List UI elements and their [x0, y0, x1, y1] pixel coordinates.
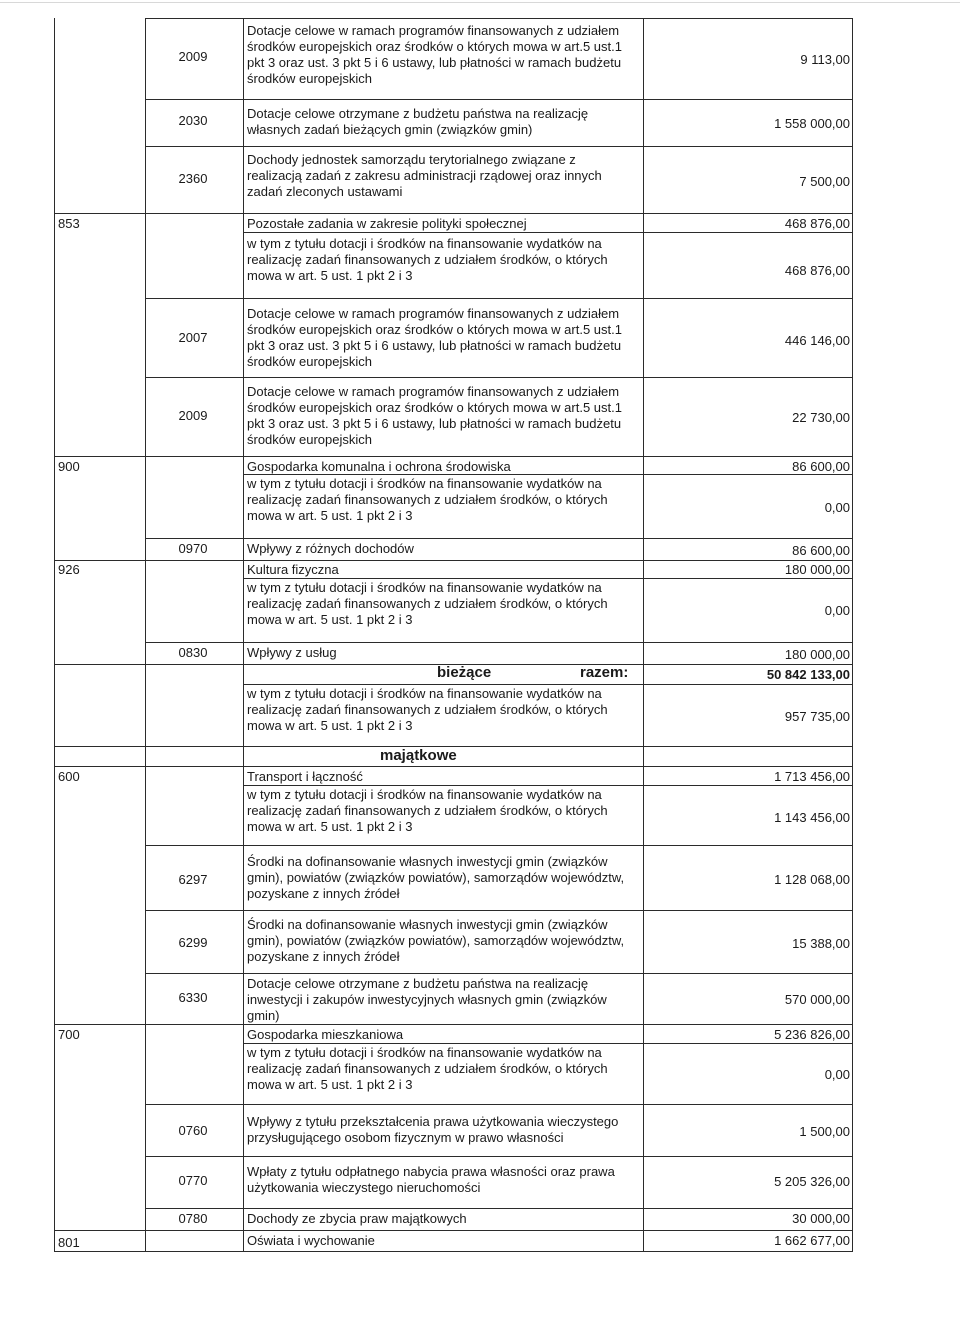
row-description: Wpływy z różnych dochodów [247, 541, 414, 556]
row-amount: 22 730,00 [792, 410, 850, 425]
row-amount: 30 000,00 [792, 1211, 850, 1226]
row-sep [54, 1251, 853, 1252]
row-sep [243, 785, 853, 786]
summary-note-amount: 957 735,00 [784, 709, 850, 724]
row-description: Wpływy z tytułu przekształcenia prawa użytkowania wieczystego przysługującego osobom fizycznym w prawo własności [247, 1114, 619, 1145]
row-description: Wpłaty z tytułu odpłatnego nabycia prawa własności oraz prawa użytkowania wieczystego nieruchomości [247, 1164, 615, 1195]
row-sep [145, 99, 853, 100]
row-description: Gospodarka komunalna i ochrona środowiska [247, 459, 511, 474]
row-amount: 446 146,00 [784, 333, 850, 348]
grid-dzial-right [145, 18, 146, 1252]
row-amount: 1 128 068,00 [774, 872, 850, 887]
row-sep [243, 1043, 853, 1044]
row-amount: 9 113,00 [800, 52, 850, 67]
row-sep [54, 560, 853, 561]
row-note: w tym z tytułu dotacji i środków na finansowanie wydatków na realizację zadań finansowanych z udziałem środków, o których mowa w art. 5 ust. 1 pkt 2 i 3 [247, 580, 608, 627]
row-note: w tym z tytułu dotacji i środków na finansowanie wydatków na realizację zadań finansowanych z udziałem środków, o których mowa w art. 5 ust. 1 pkt 2 i 3 [247, 1045, 608, 1092]
grid-right-outer [852, 18, 853, 1252]
row-amount: 1 662 677,00 [774, 1233, 850, 1248]
row-amount: 5 236 826,00 [774, 1027, 850, 1042]
row-description: Gospodarka mieszkaniowa [247, 1027, 404, 1042]
grid-left-outer [54, 18, 55, 1252]
row-amount: 86 600,00 [792, 543, 850, 558]
row-description: Dotacje celowe w ramach programów finansowanych z udziałem środków europejskich oraz środków o których mowa w art.5 ust.1 pkt 3 oraz ust. 3 pkt 5 i 6 ustawy, lub płatności w ramach budżetu środków europejskich [247, 384, 622, 447]
row-sep [145, 1208, 853, 1209]
row-amount: 1 713 456,00 [774, 769, 850, 784]
row-amount: 0,00 [824, 603, 850, 618]
summary-label-right: razem: [580, 664, 629, 681]
summary-note: w tym z tytułu dotacji i środków na finansowanie wydatków na realizację zadań finansowanych z udziałem środków, o których mowa w art. 5 ust. 1 pkt 2 i 3 [247, 686, 608, 733]
paragraf-code: 0780 [178, 1211, 208, 1226]
row-sep [54, 1024, 853, 1025]
row-sep [243, 232, 853, 233]
row-description: Środki na dofinansowanie własnych inwestycji gmin (związków gmin), powiatów (związków powiatów), samorządów województw, pozyskane z innych źródeł [247, 854, 625, 901]
row-note: w tym z tytułu dotacji i środków na finansowanie wydatków na realizację zadań finansowanych z udziałem środków, o których mowa w art. 5 ust. 1 pkt 2 i 3 [247, 476, 608, 523]
row-amount: 7 500,00 [799, 174, 850, 189]
row-amount: 0,00 [824, 1067, 850, 1082]
row-amount: 1 500,00 [799, 1124, 850, 1139]
row-amount: 15 388,00 [792, 936, 850, 951]
row-sep [145, 298, 853, 299]
row-sep [54, 456, 853, 457]
row-description: Kultura fizyczna [247, 562, 339, 577]
row-sep [243, 684, 853, 685]
row-description: Wpływy z usług [247, 645, 337, 660]
row-description: Dochody ze zbycia praw majątkowych [247, 1211, 467, 1226]
row-description: Oświata i wychowanie [247, 1233, 375, 1248]
paragraf-code: 2030 [178, 113, 208, 128]
row-sep [145, 845, 853, 846]
dzial-code: 600 [58, 769, 80, 784]
row-sep [54, 766, 853, 767]
paragraf-code: 2360 [178, 171, 208, 186]
paragraf-code: 2007 [178, 330, 208, 345]
row-amount: 86 600,00 [792, 459, 850, 474]
row-sep [145, 1104, 853, 1105]
section-title: majątkowe [380, 747, 457, 764]
row-sep [145, 538, 853, 539]
row-sep [145, 146, 853, 147]
dzial-code: 926 [58, 562, 80, 577]
row-sep [54, 213, 853, 214]
row-sep [145, 642, 853, 643]
row-amount: 570 000,00 [784, 992, 850, 1007]
row-amount: 1 558 000,00 [774, 116, 850, 131]
row-note: w tym z tytułu dotacji i środków na finansowanie wydatków na realizację zadań finansowanych z udziałem środków, o których mowa w art. 5 ust. 1 pkt 2 i 3 [247, 236, 608, 283]
row-note: w tym z tytułu dotacji i środków na finansowanie wydatków na realizację zadań finansowanych z udziałem środków, o których mowa w art. 5 ust. 1 pkt 2 i 3 [247, 787, 608, 834]
paragraf-code: 2009 [178, 408, 208, 423]
summary-label-left: bieżące [437, 664, 492, 681]
paragraf-code: 0970 [178, 541, 208, 556]
grid-name-right [643, 18, 644, 1252]
row-description: Dotacje celowe otrzymane z budżetu państwa na realizację inwestycji i zakupów inwestycyjnych własnych gmin (związków gmin) [247, 976, 607, 1023]
row-sep [145, 1156, 853, 1157]
row-sep [145, 377, 853, 378]
row-amount: 180 000,00 [784, 562, 850, 577]
row-description: Dochody jednostek samorządu terytorialnego związane z realizacją zadań z zakresu administracji rządowej oraz innych zadań zleconych ustawami [247, 152, 602, 199]
paragraf-code: 0760 [178, 1123, 208, 1138]
dzial-code: 900 [58, 459, 80, 474]
row-amount: 1 143 456,00 [774, 810, 850, 825]
paragraf-code: 6299 [178, 935, 208, 950]
dzial-code: 801 [58, 1235, 80, 1250]
row-description: Środki na dofinansowanie własnych inwestycji gmin (związków gmin), powiatów (związków powiatów), samorządów województw, pozyskane z innych źródeł [247, 917, 625, 964]
page-edge [0, 2, 960, 3]
row-amount: 468 876,00 [784, 263, 850, 278]
row-description: Transport i łączność [247, 769, 363, 784]
paragraf-code: 6297 [178, 872, 208, 887]
paragraf-code: 0830 [178, 645, 208, 660]
grid-par-right [243, 18, 244, 1252]
row-amount: 180 000,00 [784, 647, 850, 662]
summary-amount: 50 842 133,00 [766, 667, 850, 682]
row-amount: 0,00 [824, 500, 850, 515]
row-amount: 468 876,00 [784, 216, 850, 231]
row-description: Dotacje celowe otrzymane z budżetu państwa na realizację własnych zadań bieżących gmin (związków gmin) [247, 106, 589, 137]
row-sep [54, 1230, 853, 1231]
row-sep [145, 973, 853, 974]
row-description: Pozostałe zadania w zakresie polityki społecznej [247, 216, 527, 231]
row-description: Dotacje celowe w ramach programów finansowanych z udziałem środków europejskich oraz środków o których mowa w art.5 ust.1 pkt 3 oraz ust. 3 pkt 5 i 6 ustawy, lub płatności w ramach budżetu środków europejskich [247, 23, 622, 86]
row-sep [145, 18, 853, 19]
paragraf-code: 2009 [178, 49, 208, 64]
row-description: Dotacje celowe w ramach programów finansowanych z udziałem środków europejskich oraz środków o których mowa w art.5 ust.1 pkt 3 oraz ust. 3 pkt 5 i 6 ustawy, lub płatności w ramach budżetu środków europejskich [247, 306, 622, 369]
row-sep [243, 578, 853, 579]
row-amount: 5 205 326,00 [774, 1174, 850, 1189]
dzial-code: 700 [58, 1027, 80, 1042]
dzial-code: 853 [58, 216, 80, 231]
paragraf-code: 6330 [178, 990, 208, 1005]
paragraf-code: 0770 [178, 1173, 208, 1188]
row-sep [145, 910, 853, 911]
